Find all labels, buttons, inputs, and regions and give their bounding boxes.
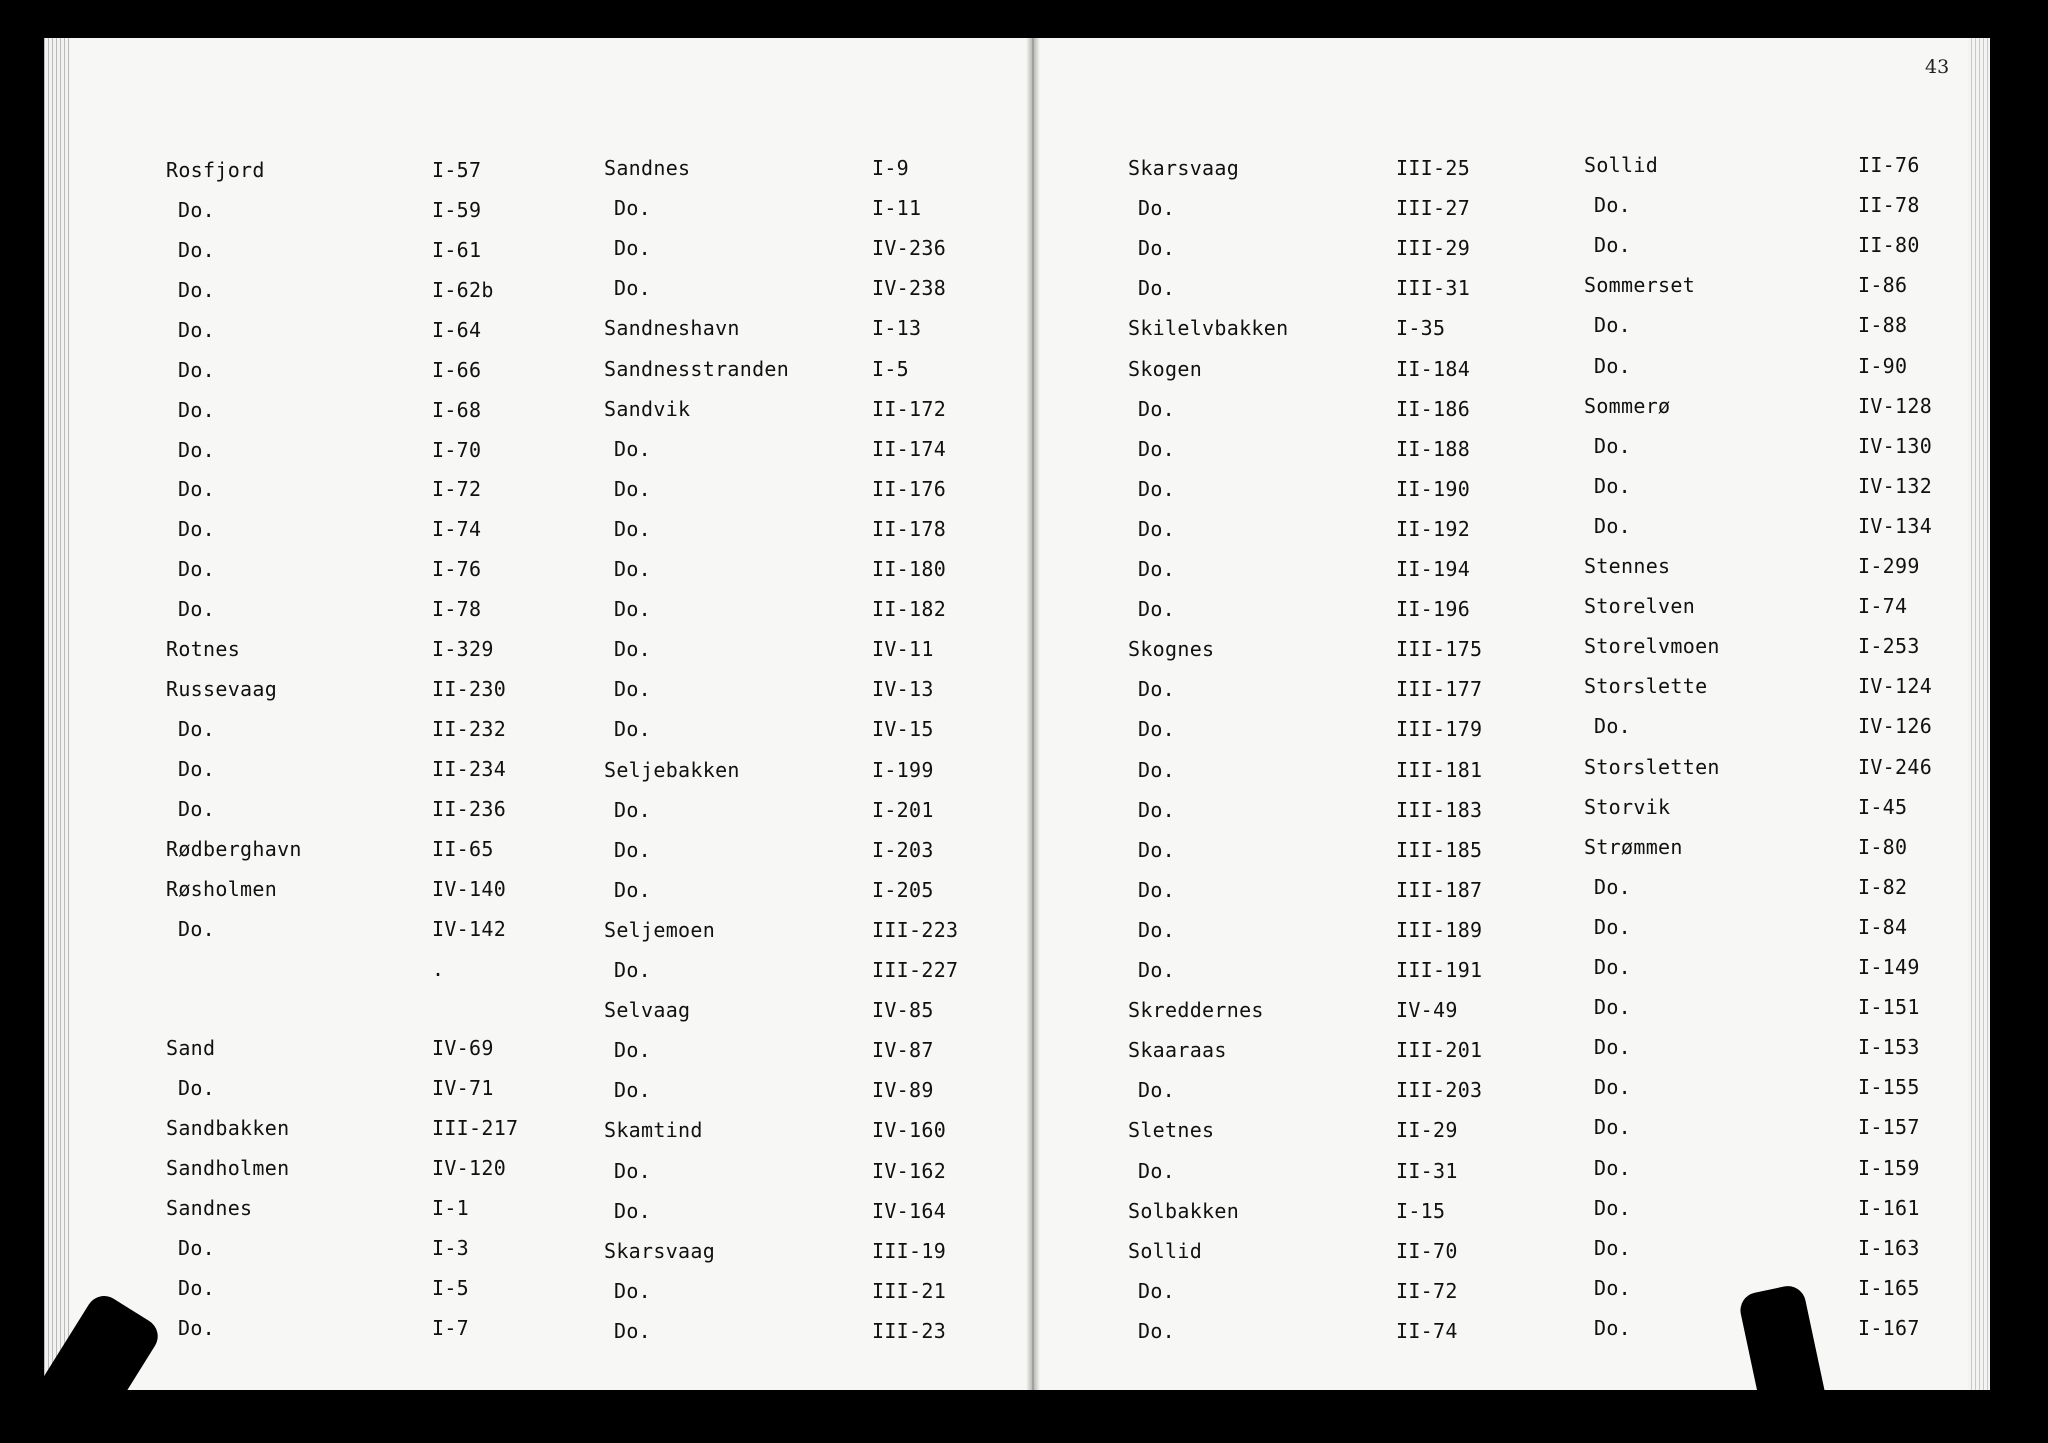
entry-reference: IV-128 <box>1858 394 1933 418</box>
entry-place-name: Do. <box>1138 838 1176 862</box>
entry-reference: I-15 <box>1396 1199 1446 1223</box>
entry-place-name: Sandvik <box>604 397 691 421</box>
entry-reference: I-78 <box>432 597 482 621</box>
entry-place-name: Strømmen <box>1584 835 1683 859</box>
entry-reference: IV-126 <box>1858 714 1933 738</box>
entry-place-name: Do. <box>1594 1035 1632 1059</box>
entry-place-name: Do. <box>614 557 652 581</box>
entry-reference: I-203 <box>872 838 934 862</box>
entry-place-name: Skognes <box>1128 637 1215 661</box>
entry-reference: II-80 <box>1858 233 1920 257</box>
entry-place-name: Do. <box>614 517 652 541</box>
entry-place-name: Skilelvbakken <box>1128 316 1289 340</box>
entry-place-name: Do. <box>614 597 652 621</box>
entry-place-name: Do. <box>614 878 652 902</box>
entry-place-name: Do. <box>178 358 216 382</box>
entry-place-name: Do. <box>614 1319 652 1343</box>
entry-reference: I-11 <box>872 196 922 220</box>
entry-reference: I-68 <box>432 398 482 422</box>
entry-place-name: Sandholmen <box>166 1156 290 1180</box>
entry-place-name: Skarsvaag <box>604 1239 716 1263</box>
entry-reference: II-78 <box>1858 193 1920 217</box>
entry-reference: I-151 <box>1858 995 1920 1019</box>
entry-reference: III-27 <box>1396 196 1471 220</box>
entry-reference: III-31 <box>1396 276 1471 300</box>
entry-reference: II-192 <box>1396 517 1471 541</box>
entry-reference: I-88 <box>1858 313 1908 337</box>
entry-place-name: Skarsvaag <box>1128 156 1240 180</box>
entry-reference: I-165 <box>1858 1276 1920 1300</box>
entry-place-name: Do. <box>1594 1236 1632 1260</box>
entry-place-name: Do. <box>178 477 216 501</box>
book-gutter <box>1026 38 1040 1390</box>
entry-reference: I-167 <box>1858 1316 1920 1340</box>
entry-reference: I-205 <box>872 878 934 902</box>
entry-place-name: Do. <box>1138 918 1176 942</box>
entry-place-name: Røsholmen <box>166 877 278 901</box>
entry-reference: II-31 <box>1396 1159 1458 1183</box>
entry-place-name: Do. <box>1594 1276 1632 1300</box>
entry-reference: I-153 <box>1858 1035 1920 1059</box>
entry-reference: I-66 <box>432 358 482 382</box>
entry-place-name: Sollid <box>1584 153 1659 177</box>
entry-reference: II-182 <box>872 597 947 621</box>
entry-place-name: Rotnes <box>166 637 241 661</box>
entry-reference: I-157 <box>1858 1115 1920 1139</box>
entry-place-name: Do. <box>614 958 652 982</box>
entry-reference: I-74 <box>432 517 482 541</box>
entry-reference: I-45 <box>1858 795 1908 819</box>
entry-reference: I-149 <box>1858 955 1920 979</box>
entry-place-name: Do. <box>1594 915 1632 939</box>
entry-reference: IV-13 <box>872 677 934 701</box>
entry-reference: IV-89 <box>872 1078 934 1102</box>
entry-place-name: Do. <box>178 917 216 941</box>
entry-reference: IV-71 <box>432 1076 494 1100</box>
entry-place-name: Do. <box>178 1076 216 1100</box>
entry-place-name: Do. <box>1138 1159 1176 1183</box>
entry-reference: I-329 <box>432 637 494 661</box>
entry-place-name: Solbakken <box>1128 1199 1240 1223</box>
entry-reference: III-23 <box>872 1319 947 1343</box>
entry-place-name: Do. <box>178 517 216 541</box>
entry-place-name: Do. <box>614 196 652 220</box>
entry-place-name: Do. <box>1594 1075 1632 1099</box>
entry-reference: II-176 <box>872 477 947 501</box>
entry-reference: I-64 <box>432 318 482 342</box>
entry-reference: IV-130 <box>1858 434 1933 458</box>
entry-place-name: Do. <box>614 637 652 661</box>
entry-place-name: Do. <box>1594 1316 1632 1340</box>
entry-reference: II-29 <box>1396 1118 1458 1142</box>
entry-reference: I-70 <box>432 438 482 462</box>
entry-place-name: Sandnesstranden <box>604 357 790 381</box>
entry-place-name: Do. <box>178 557 216 581</box>
entry-reference: IV-236 <box>872 236 947 260</box>
entry-reference: IV-134 <box>1858 514 1933 538</box>
entry-reference: I-163 <box>1858 1236 1920 1260</box>
entry-reference: I-80 <box>1858 835 1908 859</box>
right-page <box>1032 38 1990 1390</box>
entry-place-name: Do. <box>1138 878 1176 902</box>
entry-place-name: Storsletten <box>1584 755 1720 779</box>
entry-reference: I-155 <box>1858 1075 1920 1099</box>
entry-place-name: Do. <box>178 597 216 621</box>
entry-place-name: Do. <box>614 838 652 862</box>
entry-place-name: Do. <box>178 398 216 422</box>
entry-place-name: Do. <box>1138 798 1176 822</box>
entry-place-name: Sandnes <box>166 1196 253 1220</box>
entry-reference: I-35 <box>1396 316 1446 340</box>
entry-place-name: Do. <box>614 276 652 300</box>
entry-place-name: Skaaraas <box>1128 1038 1227 1062</box>
entry-reference: IV-15 <box>872 717 934 741</box>
entry-place-name: Do. <box>614 677 652 701</box>
entry-reference: IV-164 <box>872 1199 947 1223</box>
entry-reference: III-29 <box>1396 236 1471 260</box>
entry-place-name: Do. <box>178 278 216 302</box>
entry-reference: III-191 <box>1396 958 1483 982</box>
entry-reference: I-201 <box>872 798 934 822</box>
entry-place-name: Do. <box>178 238 216 262</box>
entry-place-name: Do. <box>1594 1156 1632 1180</box>
entry-reference: I-161 <box>1858 1196 1920 1220</box>
entry-place-name: Do. <box>1138 196 1176 220</box>
entry-place-name: Rosfjord <box>166 158 265 182</box>
entry-place-name: Do. <box>1594 313 1632 337</box>
entry-reference: I-62b <box>432 278 494 302</box>
entry-reference: III-179 <box>1396 717 1483 741</box>
entry-place-name: Do. <box>1138 397 1176 421</box>
left-page-edge <box>44 38 70 1390</box>
entry-place-name: Do. <box>178 1316 216 1340</box>
entry-reference: II-236 <box>432 797 507 821</box>
entry-place-name: Do. <box>1138 1078 1176 1102</box>
entry-place-name: Storelven <box>1584 594 1696 618</box>
entry-reference: IV-49 <box>1396 998 1458 1022</box>
entry-reference: I-72 <box>432 477 482 501</box>
entry-reference: II-76 <box>1858 153 1920 177</box>
entry-reference: I-61 <box>432 238 482 262</box>
entry-reference: I-84 <box>1858 915 1908 939</box>
entry-place-name: Do. <box>1138 517 1176 541</box>
entry-place-name: Do. <box>1138 437 1176 461</box>
entry-reference: I-74 <box>1858 594 1908 618</box>
entry-reference: II-65 <box>432 837 494 861</box>
entry-reference: III-181 <box>1396 758 1483 782</box>
entry-place-name: Do. <box>178 1276 216 1300</box>
entry-place-name: Rødberghavn <box>166 837 302 861</box>
entry-reference: I-5 <box>432 1276 470 1300</box>
entry-place-name: Do. <box>178 717 216 741</box>
entry-place-name: Do. <box>1594 875 1632 899</box>
entry-place-name: Do. <box>1138 1279 1176 1303</box>
entry-reference: III-201 <box>1396 1038 1483 1062</box>
entry-place-name: Do. <box>1594 1115 1632 1139</box>
entry-reference: II-72 <box>1396 1279 1458 1303</box>
entry-reference: IV-69 <box>432 1036 494 1060</box>
entry-reference: II-74 <box>1396 1319 1458 1343</box>
entry-reference: II-178 <box>872 517 947 541</box>
entry-reference: I-7 <box>432 1316 470 1340</box>
entry-reference: IV-87 <box>872 1038 934 1062</box>
entry-place-name: Do. <box>1594 474 1632 498</box>
right-page-edge <box>1968 38 1990 1390</box>
entry-reference: III-175 <box>1396 637 1483 661</box>
entry-place-name: Sollid <box>1128 1239 1203 1263</box>
entry-reference: I-59 <box>432 198 482 222</box>
entry-place-name: Seljemoen <box>604 918 716 942</box>
entry-reference: II-194 <box>1396 557 1471 581</box>
entry-place-name: Do. <box>1594 434 1632 458</box>
entry-reference: I-5 <box>872 357 910 381</box>
entry-reference: I-159 <box>1858 1156 1920 1180</box>
entry-reference: II-184 <box>1396 357 1471 381</box>
entry-place-name: Sletnes <box>1128 1118 1215 1142</box>
entry-place-name: Do. <box>1138 557 1176 581</box>
entry-place-name: Do. <box>614 1159 652 1183</box>
entry-reference: II-196 <box>1396 597 1471 621</box>
entry-reference: III-223 <box>872 918 959 942</box>
entry-place-name: Storelvmoen <box>1584 634 1720 658</box>
entry-place-name: Stennes <box>1584 554 1671 578</box>
entry-place-name: Sandneshavn <box>604 316 740 340</box>
entry-place-name: Do. <box>1594 193 1632 217</box>
entry-place-name: Do. <box>178 438 216 462</box>
entry-place-name: Do. <box>1138 758 1176 782</box>
entry-reference: I-13 <box>872 316 922 340</box>
entry-reference: I-90 <box>1858 354 1908 378</box>
entry-place-name: Do. <box>614 798 652 822</box>
entry-place-name: Do. <box>614 236 652 260</box>
entry-place-name: Do. <box>178 198 216 222</box>
entry-place-name: Do. <box>1138 477 1176 501</box>
entry-reference: III-25 <box>1396 156 1471 180</box>
entry-reference: II-232 <box>432 717 507 741</box>
entry-place-name: Do. <box>178 318 216 342</box>
entry-place-name: Do. <box>1594 995 1632 1019</box>
entry-reference: II-234 <box>432 757 507 781</box>
page-number: 43 <box>1925 56 1950 78</box>
entry-place-name: Do. <box>1594 955 1632 979</box>
entry-place-name: Sand <box>166 1036 216 1060</box>
entry-place-name: Skamtind <box>604 1118 703 1142</box>
entry-reference: I-199 <box>872 758 934 782</box>
entry-reference: II-172 <box>872 397 947 421</box>
entry-place-name: Do. <box>1138 1319 1176 1343</box>
entry-reference: II-190 <box>1396 477 1471 501</box>
entry-reference: III-227 <box>872 958 959 982</box>
entry-place-name: Do. <box>1138 677 1176 701</box>
entry-place-name: Do. <box>614 1038 652 1062</box>
entry-reference: I-86 <box>1858 273 1908 297</box>
entry-reference: I-253 <box>1858 634 1920 658</box>
entry-reference: II-186 <box>1396 397 1471 421</box>
entry-place-name: Do. <box>1138 276 1176 300</box>
entry-reference: I-9 <box>872 156 910 180</box>
entry-reference: IV-162 <box>872 1159 947 1183</box>
entry-reference: II-180 <box>872 557 947 581</box>
entry-reference: III-183 <box>1396 798 1483 822</box>
entry-reference: II-174 <box>872 437 947 461</box>
entry-place-name: Do. <box>1594 714 1632 738</box>
entry-reference: IV-160 <box>872 1118 947 1142</box>
entry-reference: I-57 <box>432 158 482 182</box>
entry-reference: I-299 <box>1858 554 1920 578</box>
entry-reference: III-185 <box>1396 838 1483 862</box>
entry-place-name: Do. <box>178 797 216 821</box>
entry-reference: IV-120 <box>432 1156 507 1180</box>
entry-place-name: Do. <box>178 1236 216 1260</box>
entry-place-name: Do. <box>614 477 652 501</box>
entry-place-name: Do. <box>1594 354 1632 378</box>
entry-place-name: Seljebakken <box>604 758 740 782</box>
entry-reference: IV-246 <box>1858 755 1933 779</box>
entry-place-name: Storslette <box>1584 674 1708 698</box>
entry-place-name: Storvik <box>1584 795 1671 819</box>
entry-reference: III-217 <box>432 1116 519 1140</box>
entry-reference: I-3 <box>432 1236 470 1260</box>
entry-reference: I-1 <box>432 1196 470 1220</box>
entry-place-name: Do. <box>1138 597 1176 621</box>
entry-reference: IV-238 <box>872 276 947 300</box>
entry-place-name: Do. <box>1138 717 1176 741</box>
entry-place-name: Sandbakken <box>166 1116 290 1140</box>
entry-reference: III-19 <box>872 1239 947 1263</box>
entry-place-name: Do. <box>1594 514 1632 538</box>
entry-reference: II-230 <box>432 677 507 701</box>
entry-place-name: Russevaag <box>166 677 278 701</box>
entry-place-name: Do. <box>1138 958 1176 982</box>
entry-reference: IV-132 <box>1858 474 1933 498</box>
entry-reference: III-187 <box>1396 878 1483 902</box>
entry-reference: III-189 <box>1396 918 1483 942</box>
entry-place-name: Do. <box>1594 1196 1632 1220</box>
entry-reference: IV-140 <box>432 877 507 901</box>
entry-place-name: Do. <box>1138 236 1176 260</box>
entry-place-name: Skreddernes <box>1128 998 1264 1022</box>
entry-reference: II-70 <box>1396 1239 1458 1263</box>
entry-reference: II-188 <box>1396 437 1471 461</box>
entry-reference: . <box>432 957 445 981</box>
entry-reference: III-203 <box>1396 1078 1483 1102</box>
entry-reference: III-21 <box>872 1279 947 1303</box>
entry-place-name: Sommerø <box>1584 394 1671 418</box>
entry-place-name: Do. <box>614 717 652 741</box>
entry-place-name: Selvaag <box>604 998 691 1022</box>
entry-reference: IV-124 <box>1858 674 1933 698</box>
entry-place-name: Sommerset <box>1584 273 1696 297</box>
entry-place-name: Do. <box>614 1199 652 1223</box>
entry-reference: IV-142 <box>432 917 507 941</box>
entry-place-name: Do. <box>614 437 652 461</box>
entry-place-name: Do. <box>178 757 216 781</box>
entry-place-name: Do. <box>614 1279 652 1303</box>
entry-reference: I-82 <box>1858 875 1908 899</box>
entry-reference: III-177 <box>1396 677 1483 701</box>
entry-place-name: Sandnes <box>604 156 691 180</box>
entry-reference: I-76 <box>432 557 482 581</box>
entry-reference: IV-11 <box>872 637 934 661</box>
entry-place-name: Do. <box>614 1078 652 1102</box>
entry-reference: IV-85 <box>872 998 934 1022</box>
entry-place-name: Do. <box>1594 233 1632 257</box>
entry-place-name: Skogen <box>1128 357 1203 381</box>
